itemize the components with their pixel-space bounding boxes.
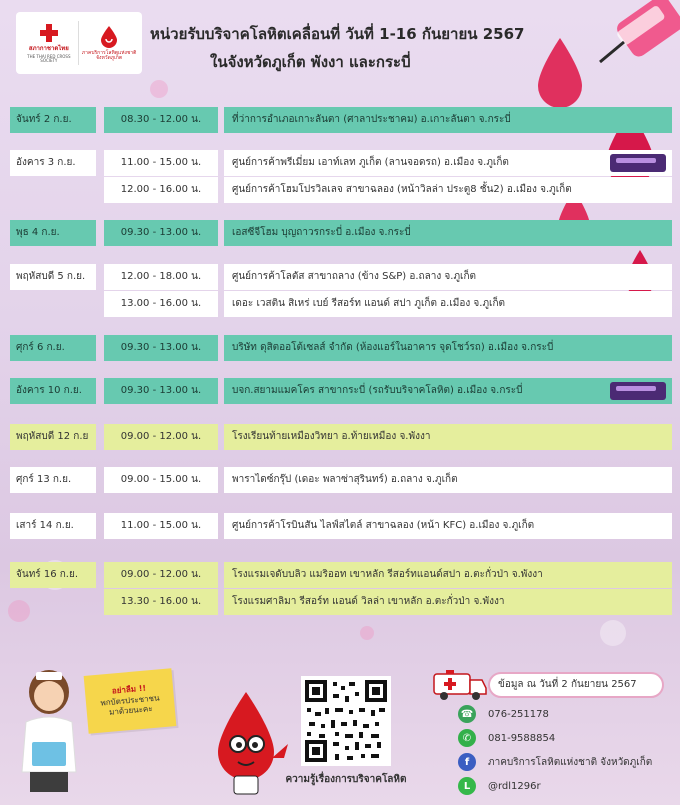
thai-red-cross-logo <box>21 22 77 63</box>
line-icon: L <box>458 777 476 795</box>
schedule-time: 13.00 - 16.00 น. <box>104 291 218 317</box>
logo-divider <box>78 21 79 65</box>
schedule-time: 11.00 - 15.00 น. <box>104 513 218 539</box>
logo-left-sub: THE THAI RED CROSS SOCIETY <box>27 53 71 64</box>
schedule-row <box>10 107 672 133</box>
logo-right-text: ภาคบริการโลหิตแห่งชาติ จังหวัดภูเก็ต <box>81 49 137 61</box>
schedule-place: ศูนย์การค้าโฮมโปรวิลเลจ สาขาฉลอง (หน้าวิลล่า ประตู8 ชั้น2) อ.เมือง จ.ภูเก็ต <box>224 177 672 203</box>
facebook-icon: f <box>458 753 476 771</box>
schedule-day: อังคาร 3 ก.ย. <box>10 150 96 176</box>
bg-bubble <box>600 620 626 646</box>
schedule-row <box>10 291 672 317</box>
schedule-place: ศูนย์การค้าโรบินสัน ไลฟ์สไตล์ สาขาฉลอง (หน้า KFC) อ.เมือง จ.ภูเก็ต <box>224 513 672 539</box>
contact-item[interactable] <box>458 728 555 748</box>
data-as-of-badge: ข้อมูล ณ วันที่ 2 กันยายน 2567 <box>488 672 664 698</box>
schedule-row <box>10 177 672 203</box>
logo-group <box>16 12 142 74</box>
logo-left-text: สภากาชาดไทย <box>28 45 69 53</box>
schedule-place: พาราไดซ์กรุ๊ป (เดอะ พลาซ่าสุรินทร์) อ.ถลาง จ.ภูเก็ต <box>224 467 672 493</box>
schedule-row <box>10 467 672 493</box>
schedule-place: โรงเรียนท้ายเหมืองวิทยา อ.ท้ายเหมือง จ.พังงา <box>224 424 672 450</box>
schedule-row <box>10 513 672 539</box>
schedule-row <box>10 424 672 450</box>
contact-text: 076-251178 <box>488 708 549 720</box>
schedule-row <box>10 150 672 176</box>
contact-text: 081-9588854 <box>488 732 556 744</box>
contact-item[interactable] <box>458 752 652 772</box>
schedule-row <box>10 589 672 615</box>
schedule-time: 12.00 - 16.00 น. <box>104 177 218 203</box>
bg-bubble <box>360 626 374 640</box>
schedule-place: โรงแรมเจดับบลิว แมริออท เขาหลัก รีสอร์ทแอนด์สปา อ.ตะกั่วป่า จ.พังงา <box>224 562 672 588</box>
schedule-time: 09.30 - 13.00 น. <box>104 220 218 246</box>
page-title: หน่วยรับบริจาคโลหิตเคลื่อนที่ วันที่ 1-16 กันยายน 2567 <box>150 25 525 43</box>
schedule-place: บริษัท ดุสิตออโต้เซลส์ จำกัด (ห้องแอร์ในอาคาร จุดโชว์รถ) อ.เมือง จ.กระบี่ <box>224 335 672 361</box>
schedule-day: เสาร์ 14 ก.ย. <box>10 513 96 539</box>
qr-code-icon <box>305 680 387 762</box>
schedule-day: อังคาร 10 ก.ย. <box>10 378 96 404</box>
qr-caption: ความรู้เรื่องการบริจาคโลหิต <box>285 774 407 785</box>
schedule-time: 09.00 - 15.00 น. <box>104 467 218 493</box>
schedule-place: ที่ว่าการอำเภอเกาะลันตา (ศาลาประชาคม) อ.เกาะลันตา จ.กระบี่ <box>224 107 672 133</box>
schedule-place: ศูนย์การค้าพรีเมี่ยม เอาท์เลท ภูเก็ต (ลานจอดรถ) อ.เมือง จ.ภูเก็ต <box>224 150 672 176</box>
schedule-day: ศุกร์ 6 ก.ย. <box>10 335 96 361</box>
schedule-place: บจก.สยามแมคโคร สาขากระบี่ (รถรับบริจาคโลหิต) อ.เมือง จ.กระบี่ <box>224 378 672 404</box>
schedule-place: เอสซีจีโฮม บุญถาวรกระบี่ อ.เมือง จ.กระบี่ <box>224 220 672 246</box>
ambulance-icon <box>432 666 488 702</box>
schedule-time: 12.00 - 18.00 น. <box>104 264 218 290</box>
red-cross-icon <box>38 22 60 44</box>
schedule-day: ศุกร์ 13 ก.ย. <box>10 467 96 493</box>
schedule-time: 13.30 - 16.00 น. <box>104 589 218 615</box>
contact-item[interactable] <box>458 776 541 796</box>
schedule-time: 09.30 - 13.00 น. <box>104 335 218 361</box>
schedule-day: พุธ 4 ก.ย. <box>10 220 96 246</box>
blood-drop-icon <box>99 25 119 49</box>
phone-icon: ☎ <box>458 705 476 723</box>
schedule-day: พฤหัสบดี 5 ก.ย. <box>10 264 96 290</box>
schedule-row <box>10 220 672 246</box>
schedule-row <box>10 335 672 361</box>
contact-item[interactable] <box>458 704 549 724</box>
schedule-time: 09.30 - 13.00 น. <box>104 378 218 404</box>
schedule-day: จันทร์ 2 ก.ย. <box>10 107 96 133</box>
nurse-illustration <box>14 662 84 797</box>
schedule-time: 11.00 - 15.00 น. <box>104 150 218 176</box>
mobile-blood-bus-icon <box>610 154 666 172</box>
schedule-row <box>10 378 672 404</box>
page-subtitle: ในจังหวัดภูเก็ต พังงา และกระบี่ <box>210 53 411 71</box>
schedule-time: 08.30 - 12.00 น. <box>104 107 218 133</box>
schedule-row <box>10 562 672 588</box>
mobile-blood-bus-icon <box>610 382 666 400</box>
schedule-day: พฤหัสบดี 12 ก.ย <box>10 424 96 450</box>
schedule-time: 09.00 - 12.00 น. <box>104 424 218 450</box>
whatsapp-icon: ✆ <box>458 729 476 747</box>
reminder-line-1: อย่าลืม !! <box>111 683 147 696</box>
schedule-row <box>10 264 672 290</box>
schedule-place: โรงแรมศาลิมา รีสอร์ท แอนด์ วิลล่า เขาหลัก อ.ตะกั่วป่า จ.พังงา <box>224 589 672 615</box>
reminder-line-3: มาด้วยนะคะ <box>108 704 153 718</box>
reminder-line-2: พกบัตรประชาชน <box>100 693 160 708</box>
blood-service-logo <box>81 25 137 62</box>
schedule-place: เดอะ เวสติน สิเหร่ เบย์ รีสอร์ท แอนด์ สปา ภูเก็ต อ.เมือง จ.ภูเก็ต <box>224 291 672 317</box>
contact-text: @rdl1296r <box>488 780 541 792</box>
schedule-time: 09.00 - 12.00 น. <box>104 562 218 588</box>
reminder-note <box>84 668 177 733</box>
schedule-day: จันทร์ 16 ก.ย. <box>10 562 96 588</box>
bg-bubble <box>150 80 168 98</box>
contact-text: ภาคบริการโลหิตแห่งชาติ จังหวัดภูเก็ต <box>488 756 653 768</box>
schedule-place: ศูนย์การค้าโลตัส สาขาถลาง (ข้าง S&P) อ.ถลาง จ.ภูเก็ต <box>224 264 672 290</box>
qr-code[interactable] <box>301 676 391 766</box>
